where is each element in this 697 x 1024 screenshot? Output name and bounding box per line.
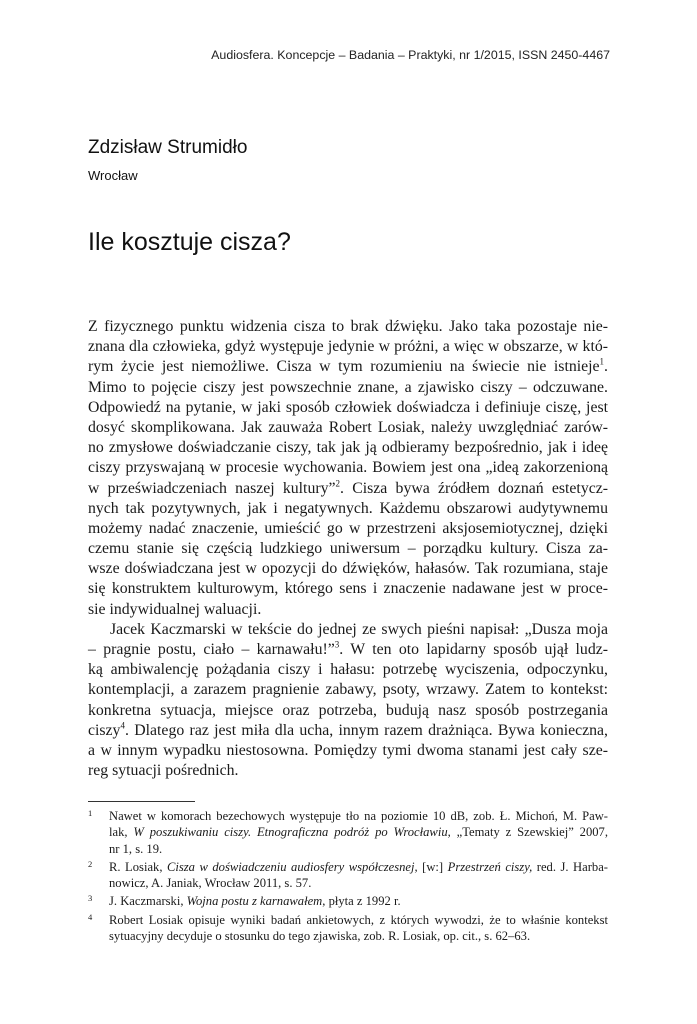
body-line: ciszy przyswajaną w procesie wychowania. Bowiem jest ona „ideą zakorzenioną (88, 459, 608, 477)
body-line: sie indywidualnej waluacji. (88, 600, 262, 618)
footnote-line: lak, W poszukiwaniu ciszy. Etnograficzna podróż po Wrocławiu, „Tematy z Szewskiej” 2007, (109, 825, 608, 840)
article-title: Ile kosztuje cisza? (88, 228, 291, 256)
footnote-number: 2 (88, 858, 93, 869)
footnote-separator (88, 801, 195, 802)
body-line: Jacek Kaczmarski w tekście do jednej ze swych pieśni napisał: „Dusza moja (110, 620, 608, 638)
body-line: – pragnie postu, ciało – karnawału!”$^3$. W ten oto lapidarny sposób ujął ludz- (88, 639, 608, 658)
footnote-ref[interactable]: 2 (335, 478, 341, 489)
footnote-ref[interactable]: 3 (334, 639, 340, 650)
footnote-line: R. Losiak, Cisza w doświadczeniu audiosfery współczesnej, [w:] Przestrzeń ciszy, red. J. Harba- (109, 859, 608, 874)
body-line: no zmysłowe doświadczanie ciszy, tak jak ją odbieramy bezpośrednio, jak i ideę (88, 439, 608, 457)
running-head: Audiosfera. Koncepcje – Badania – Praktyki, nr 1/2015, ISSN 2450-4467 (211, 48, 610, 62)
footnote-line: Nawet w komorach bezechowych występuje tło na poziomie 10 dB, zob. Ł. Michoń, M. Paw- (109, 809, 608, 823)
body-line: reg sytuacji pośrednich. (88, 762, 239, 780)
body-line: kontemplacji, a zarazem pragnienie zabawy, psoty, wrzawy. Zatem to kontekst: (88, 681, 608, 699)
body-line: Odpowiedź na pytanie, w jaki sposób człowiek doświadcza i definiuje ciszę, jest (88, 398, 608, 416)
author-affiliation: Wrocław (88, 168, 138, 183)
body-line: dosyć skomplikowana. Jak zauważa Robert Losiak, należy uwzględniać zarów- (88, 418, 608, 436)
footnote-line: nowicz, A. Janiak, Wrocław 2011, s. 57. (109, 876, 312, 891)
footnote-line: nr 1, s. 19. (109, 841, 163, 856)
footnote-1 (88, 808, 608, 857)
footnote-ref[interactable]: 4 (120, 720, 125, 731)
body-line: Mimo to pojęcie ciszy jest powszechnie znane, a zjawisko ciszy – odczuwane. (88, 378, 608, 396)
footnote-4 (88, 912, 608, 945)
footnote-line: sytuacyjny decyduje o stosunku do tego zjawiska, zob. R. Losiak, op. cit., s. 62–63. (109, 929, 531, 944)
footnote-3 (88, 893, 608, 909)
body-line: wsze doświadczana jest w opozycji do dźwięków, hałasów. Tak rozumiana, staje (88, 560, 608, 578)
body-line: możemy nadać znaczenie, umieścić go w przestrzeni aksjosemiotycznej, dzięki (88, 519, 608, 537)
body-line: ką ambiwalencję pożądania ciszy i hałasu: potrzebę wyciszenia, odpoczynku, (88, 661, 608, 679)
footnote-ref[interactable]: 1 (599, 357, 605, 368)
footnote-number: 4 (88, 911, 93, 922)
author-name: Zdzisław Strumidło (88, 137, 248, 158)
body-line: się konstruktem kulturowym, którego sens i znaczenie nadawane jest w proce- (88, 580, 608, 598)
footnote-2 (88, 859, 608, 892)
footnotes (88, 808, 608, 946)
body-line: znana dla człowieka, gdyż występuje jedynie w próżni, a więc w obszarze, w któ- (88, 338, 608, 356)
body-line: nych tak pozytywnych, jak i negatywnych. Każdemu obszarowi audytywnemu (88, 499, 608, 517)
footnote-number: 1 (88, 808, 93, 818)
footnote-line: Robert Losiak opisuje wyniki badań ankietowych, z których wywodzi, że to właśnie kontekst (109, 912, 608, 927)
footnote-line: J. Kaczmarski, Wojna postu z karnawałem, płyta z 1992 r. (109, 894, 401, 909)
body-line: czemu stanie się częścią ludzkiego uniwersum – porządku kultury. Cisza za- (88, 540, 608, 558)
body-line: ciszy$^4$. Dlatego raz jest miła dla ucha, innym razem drażniąca. Bywa konieczna, (88, 720, 608, 739)
body-line: w przeświadczeniach naszej kultury”$^2$. Cisza bywa źródłem doznań estetycz- (88, 478, 608, 497)
footnote-number: 3 (88, 893, 93, 904)
article-body (88, 317, 608, 781)
body-line: a w innym wypadku niestosowna. Pomiędzy tymi dwoma stanami jest cały sze- (88, 741, 608, 759)
body-line: rym życie jest niemożliwe. Cisza w tym rozumieniu na świecie nie istnieje$^1$. (88, 357, 608, 376)
body-line: konkretna sytuacja, miejsce oraz potrzeba, budują nasz sposób postrzegania (88, 701, 608, 719)
body-line: Z fizycznego punktu widzenia cisza to brak dźwięku. Jako taka pozostaje nie- (88, 318, 608, 335)
